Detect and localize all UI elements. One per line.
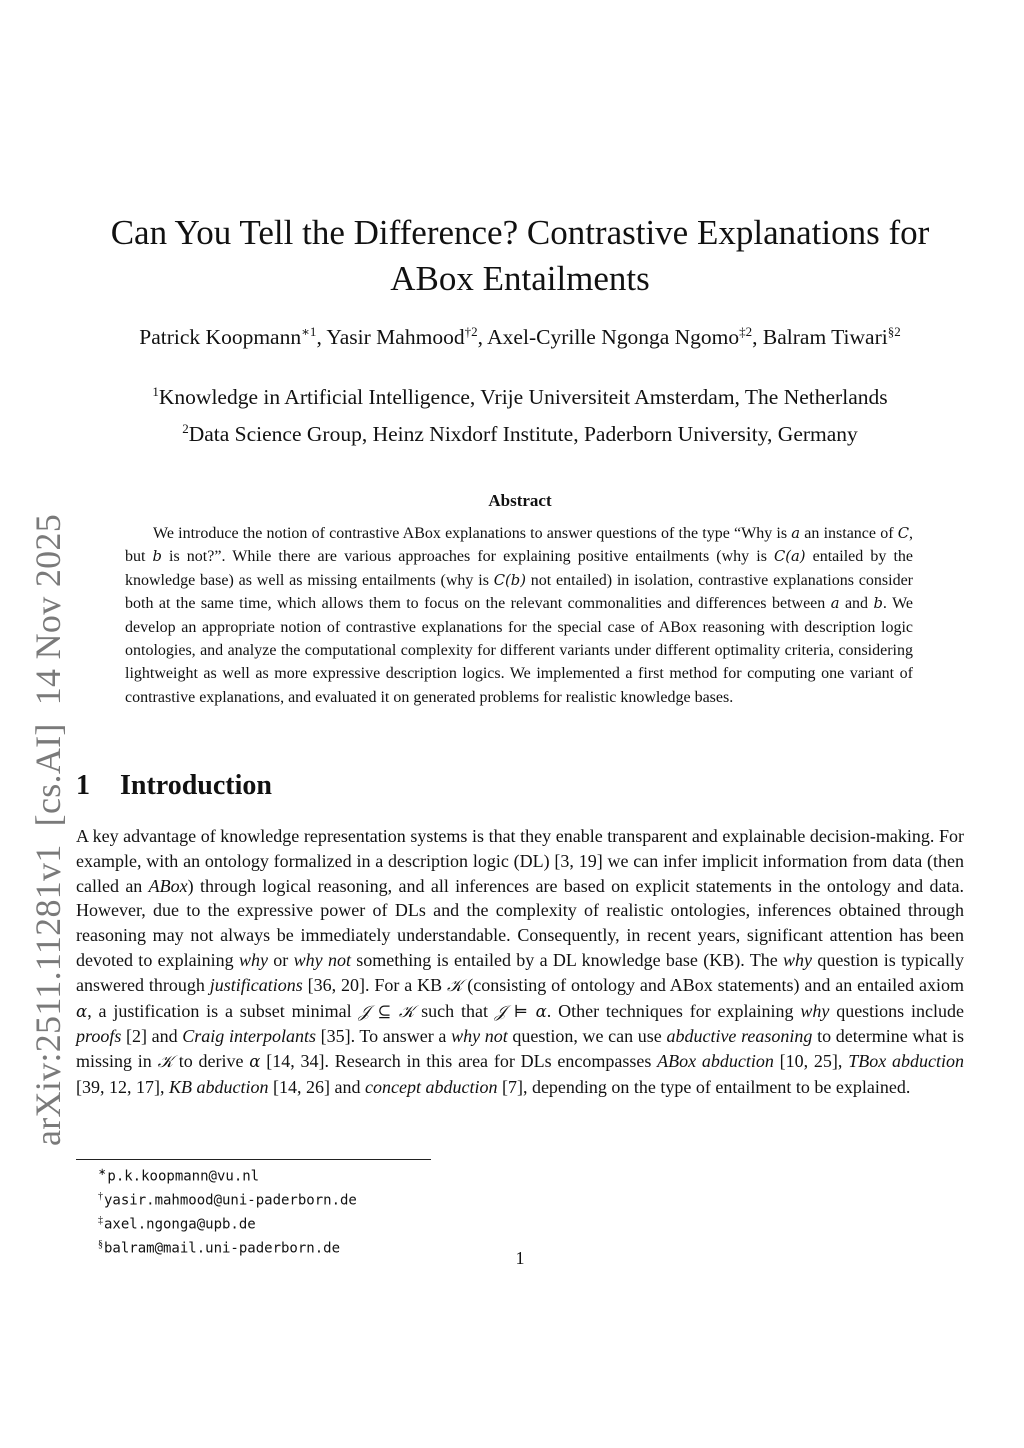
author-name: Balram Tiwari bbox=[762, 325, 888, 350]
author-mark: §2 bbox=[887, 324, 901, 339]
author-mark: †2 bbox=[464, 324, 478, 339]
text-run: , but bbox=[125, 525, 913, 566]
text-run: (consisting of ontology and ABox statements) and an entailed axiom bbox=[462, 974, 964, 995]
text-run: [14, 26] and bbox=[268, 1076, 365, 1097]
text-run: [14, 34]. Research in this area for DLs encompasses bbox=[260, 1051, 658, 1072]
section-heading bbox=[76, 770, 272, 802]
emphasis-term: why bbox=[783, 949, 813, 970]
footnote-email: axel.ngonga@upb.de bbox=[104, 1216, 256, 1233]
emphasis-term: why not bbox=[451, 1026, 508, 1047]
text-run: an instance of bbox=[800, 525, 898, 542]
emphasis-term: why bbox=[800, 1000, 830, 1021]
section-title: Introduction bbox=[120, 770, 272, 801]
math-expression: b bbox=[152, 548, 162, 566]
math-expression: 𝒥 ⊆ 𝒦 bbox=[358, 1001, 415, 1021]
footnote bbox=[98, 1163, 357, 1187]
math-expression: C bbox=[897, 525, 909, 542]
emphasis-term: why bbox=[238, 949, 268, 970]
affiliation-line bbox=[60, 413, 980, 450]
author-separator: , bbox=[316, 325, 327, 350]
emphasis-term: TBox abduction bbox=[848, 1051, 964, 1072]
text-run: [39, 12, 17], bbox=[76, 1076, 169, 1097]
affiliations bbox=[60, 376, 980, 450]
emphasis-term: Craig interpolants bbox=[182, 1026, 316, 1047]
math-expression: C(a) bbox=[774, 548, 806, 566]
math-expression: b bbox=[873, 595, 883, 613]
author-separator: , bbox=[477, 325, 488, 350]
footnote-email: p.k.koopmann@vu.nl bbox=[107, 1168, 260, 1185]
footnote-mark: † bbox=[98, 1190, 103, 1202]
arxiv-category: [cs.AI] bbox=[28, 723, 68, 827]
text-run: A key advantage of knowledge representation systems is that they enable transparent and explainable decision-making. For example, with an ontology formalized in a description logic (DL) [3, 19] we can infer implicit information from data (then called an bbox=[76, 826, 964, 896]
text-run: . Other techniques for explaining bbox=[546, 1000, 801, 1021]
math-expression: α bbox=[76, 1001, 88, 1021]
text-run: [36, 20]. For a KB bbox=[302, 974, 447, 995]
affiliation-mark: 2 bbox=[182, 421, 189, 437]
author-mark: ∗1 bbox=[301, 324, 317, 339]
arxiv-date: 14 Nov 2025 bbox=[28, 513, 68, 706]
abstract-heading: Abstract bbox=[488, 491, 552, 510]
math-expression: 𝒦 bbox=[446, 975, 463, 995]
text-run: or bbox=[267, 949, 294, 970]
math-expression: α bbox=[249, 1052, 261, 1072]
text-run: to determine what is missing in bbox=[76, 1026, 964, 1072]
text-run: ) through logical reasoning, and all inferences are based on explicit statements in the ontology and data. However, due to the expressive power of DLs and the complexity of realistic ontologies, inferences obtained through reasoning may not always be immediately understandable. Consequently, in recent years, significant attention has been devoted to explaining bbox=[76, 875, 965, 970]
abstract-body bbox=[125, 522, 913, 709]
text-run: We introduce the notion of contrastive ABox explanations to answer questions of the type “Why is bbox=[153, 525, 792, 542]
math-expression: a bbox=[830, 595, 840, 613]
arxiv-id: arXiv:2511.11281v1 bbox=[28, 844, 68, 1147]
emphasis-term: concept abduction bbox=[364, 1076, 498, 1097]
text-run: is not?”. While there are various approaches for explaining positive entailments (why is bbox=[161, 548, 775, 566]
math-expression: 𝒥 ⊨ α bbox=[494, 1001, 547, 1021]
emphasis-term: why not bbox=[293, 949, 351, 970]
title-line-2: ABox Entailments bbox=[390, 259, 650, 298]
text-run: [2] and bbox=[121, 1026, 183, 1047]
author-separator: , bbox=[752, 325, 763, 350]
math-expression: 𝒦 bbox=[157, 1052, 173, 1072]
footnote bbox=[98, 1187, 357, 1211]
author-name: Yasir Mahmood bbox=[326, 325, 465, 350]
math-expression: a bbox=[791, 525, 801, 542]
text-run: something is entailed by a DL knowledge base (KB). The bbox=[350, 949, 784, 970]
emphasis-term: ABox abduction bbox=[657, 1051, 774, 1072]
author-list bbox=[60, 324, 980, 350]
footnote-email: yasir.mahmood@uni-paderborn.de bbox=[104, 1192, 357, 1209]
text-run: question, we can use bbox=[507, 1026, 667, 1047]
emphasis-term: proofs bbox=[76, 1026, 122, 1047]
footnote bbox=[98, 1235, 357, 1259]
arxiv-identifier-stamp bbox=[27, 514, 69, 1146]
text-run: entailed by the knowledge base) as well as missing entailments (why is bbox=[125, 548, 913, 589]
footnote bbox=[98, 1211, 357, 1235]
text-run: not entailed) in isolation, contrastive explanations consider both at the same time, which allows them to focus on the relevant commonalities and differences between bbox=[125, 571, 914, 613]
text-run: , a justification is a subset minimal bbox=[87, 1000, 359, 1021]
page-number: 1 bbox=[515, 1248, 525, 1268]
text-run: [7], depending on the type of entailment to be explained. bbox=[497, 1076, 911, 1097]
footnote-mark: ‡ bbox=[98, 1214, 103, 1226]
emphasis-term: ABox bbox=[148, 875, 188, 896]
text-run: . We develop an appropriate notion of contrastive explanations for the special case of ABox reasoning with description logic ontologies, and analyze the computational complexity for different variants under different optimality criteria, considering lightweight as well as more expressive description logics. We implemented a first method for computing one variant of contrastive explanations, and evaluated it on generated problems for realistic knowledge bases. bbox=[125, 595, 913, 706]
introduction-paragraph bbox=[76, 824, 964, 1100]
affiliation-text: Data Science Group, Heinz Nixdorf Institute, Paderborn University, Germany bbox=[188, 422, 858, 447]
paper-title bbox=[76, 210, 964, 302]
author-name: Axel-Cyrille Ngonga Ngomo bbox=[487, 325, 740, 350]
footnote-mark: ∗ bbox=[98, 1167, 107, 1178]
footnote-divider bbox=[76, 1159, 431, 1160]
section-number: 1 bbox=[76, 770, 90, 801]
footnote-email: balram@mail.uni-paderborn.de bbox=[104, 1240, 341, 1257]
footnote-mark: § bbox=[98, 1238, 103, 1250]
text-run: question is typically answered through bbox=[76, 949, 965, 995]
author-name: Patrick Koopmann bbox=[139, 325, 302, 350]
math-expression: C(b) bbox=[493, 571, 526, 589]
abstract-paragraph bbox=[125, 522, 913, 709]
text-run: [35]. To answer a bbox=[315, 1026, 452, 1047]
title-line-1: Can You Tell the Difference? Contrastive Explanations for bbox=[110, 213, 930, 252]
text-run: to derive bbox=[172, 1051, 250, 1072]
emphasis-term: KB abduction bbox=[169, 1076, 269, 1097]
emphasis-term: abductive reasoning bbox=[666, 1026, 813, 1047]
text-run: [10, 25], bbox=[773, 1051, 849, 1072]
text-run: and bbox=[839, 595, 874, 613]
author-mark: ‡2 bbox=[739, 324, 753, 339]
affiliation-text: Knowledge in Artificial Intelligence, Vrije Universiteit Amsterdam, The Netherlands bbox=[158, 385, 888, 410]
affiliation-mark: 1 bbox=[152, 384, 159, 399]
affiliation-line bbox=[60, 376, 980, 413]
emphasis-term: justifications bbox=[209, 974, 303, 995]
text-run: questions include bbox=[829, 1000, 964, 1021]
footnotes bbox=[98, 1163, 357, 1258]
text-run: such that bbox=[414, 1000, 495, 1021]
